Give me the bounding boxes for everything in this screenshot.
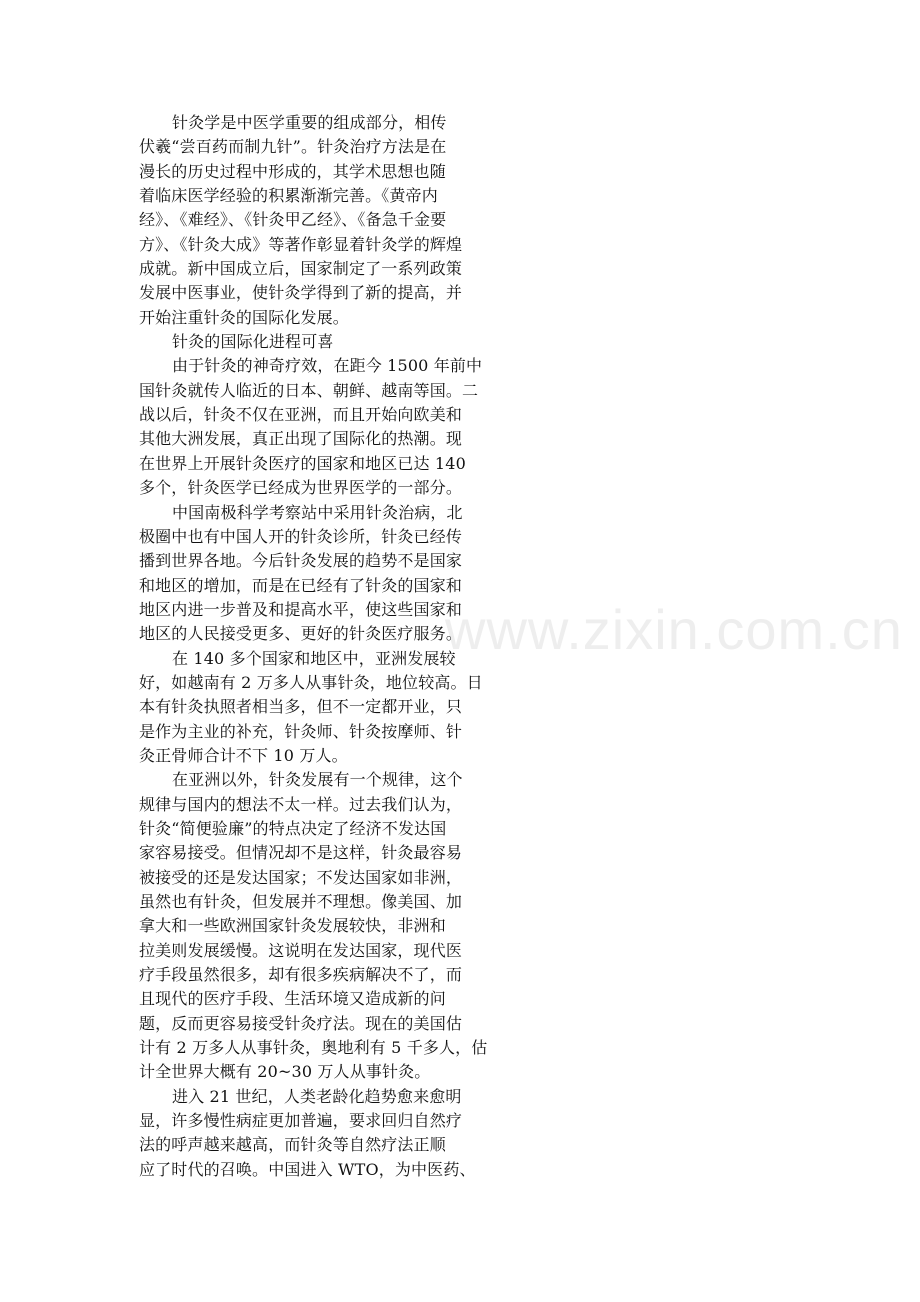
text-line: 在世界上开展针灸医疗的国家和地区已达 140 [139,453,466,473]
text-line: 拉美则发展缓慢。这说明在发达国家，现代医 [139,940,463,960]
text-line: 规律与国内的想法不太一样。过去我们认为， [139,794,463,814]
text-line: 漫长的历史过程中形成的，其学术思想也随 [139,161,446,181]
text-line: 在亚洲以外，针灸发展有一个规律，这个 [172,770,463,790]
text-line: 多个，针灸医学已经成为世界医学的一部分。 [139,478,463,498]
text-line: 在 140 多个国家和地区中，亚洲发展较 [172,648,456,668]
text-line: 且现代的医疗手段、生活环境又造成新的问 [139,989,446,1009]
text-line: 发展中医事业，使针灸学得到了新的提高，并 [139,283,463,303]
text-line: 题，反而更容易接受针灸疗法。现在的美国估 [139,1013,463,1033]
text-line: 地区的人民接受更多、更好的针灸医疗服务。 [139,624,463,644]
text-line: 拿大和一些欧洲国家针灸发展较快，非洲和 [139,916,446,936]
text-line: 针灸学是中医学重要的组成部分，相传 [172,113,447,132]
text-line: 显，许多慢性病症更加普遍，要求回归自然疗 [139,1111,463,1131]
document-body [139,111,489,1182]
text-line: 国针灸就传人临近的日本、朝鲜、越南等国。二 [139,380,479,400]
text-line: 战以后，针灸不仅在亚洲，而且开始向欧美和 [139,405,463,425]
text-line: 进入 21 世纪，人类老龄化趋势愈来愈明 [172,1086,462,1106]
text-line: 方》、《针灸大成》等著作彰显着针灸学的辉煌 [139,234,463,254]
text-line: 是作为主业的补充，针灸师、针灸按摩师、针 [139,721,463,741]
text-line: 好，如越南有 2 万多人从事针灸，地位较高。日 [139,672,483,692]
text-line: 针灸的国际化进程可喜 [172,332,334,352]
text-line: 被接受的还是发达国家；不发达国家如非洲， [139,867,463,887]
text-line: 法的呼声越来越高，而针灸等自然疗法正顺 [139,1135,446,1155]
text-line: 疗手段虽然很多，却有很多疾病解决不了，而 [139,965,463,985]
text-line: 经》、《难经》、《针灸甲乙经》、《备急千金要 [139,210,447,230]
text-line: 虽然也有针灸，但发展并不理想。像美国、加 [139,892,463,911]
text-line: 应了时代的召唤。中国进入 WTO，为中医药、 [139,1159,476,1179]
text-line: 计有 2 万多人从事针灸，奥地利有 5 千多人，估 [139,1038,488,1058]
text-line: 中国南极科学考察站中采用针灸治病，北 [172,502,463,522]
watermark: www.zixin.com.cn [445,598,903,661]
text-line: 由于针灸的神奇疗效，在距今 1500 年前中 [172,356,483,376]
text-line: 灸正骨师合计不下 10 万人。 [139,745,348,765]
text-line: 播到世界各地。今后针灸发展的趋势不是国家 [139,551,463,571]
text-line: 极圈中也有中国人开的针灸诊所，针灸已经传 [139,526,463,546]
text-line: 成就。新中国成立后，国家制定了一系列政策 [139,259,463,279]
text-line: 地区内进一步普及和提高水平，使这些国家和 [139,599,463,619]
text-line: 本有针灸执照者相当多，但不一定都开业，只 [139,697,463,717]
text-line: 家容易接受。但情况却不是这样，针灸最容易 [139,843,463,863]
text-line: 开始注重针灸的国际化发展。 [139,307,349,327]
text-line: 计全世界大概有 20~30 万人从事针灸。 [139,1062,431,1082]
text-line: 着临床医学经验的积累渐渐完善。《黄帝内 [139,186,438,206]
text-line: 针灸“简便验廉”的特点决定了经济不发达国 [139,818,447,838]
text-line: 伏羲“尝百药而制九针”。针灸治疗方法是在 [139,137,447,157]
text-line: 其他大洲发展，真正出现了国际化的热潮。现 [139,429,463,449]
text-line: 和地区的增加，而是在已经有了针灸的国家和 [139,575,463,595]
